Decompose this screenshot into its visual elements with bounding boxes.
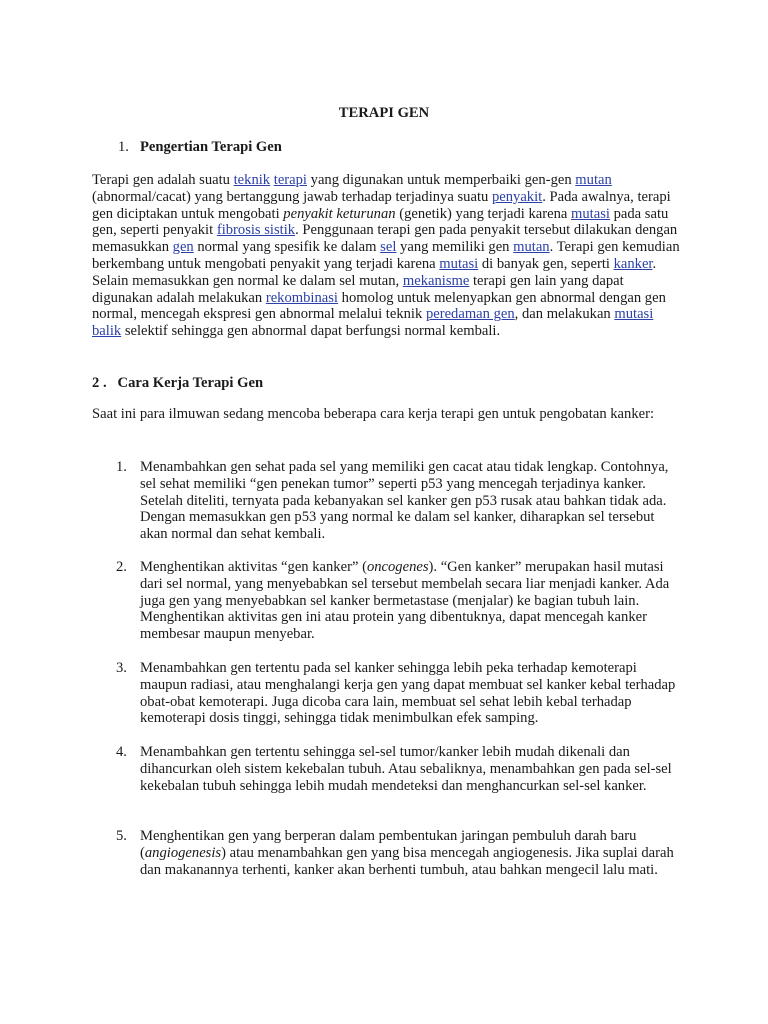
- list-item-text: [140, 744, 680, 794]
- list-item-text: [140, 559, 680, 643]
- italic-term: oncogenes: [366, 559, 429, 575]
- text-run: homolog untuk melenyapkan gen abnormal dengan gen normal, mencegah ekspresi gen abnormal melalui teknik: [92, 289, 666, 323]
- text-run: ) atau menambahkan gen yang bisa mencegah angiogenesis. Jika suplai darah dan makanannya terhenti, kanker akan berhenti tumbuh, atau bahkan mengecil lalu mati.: [140, 844, 674, 878]
- text-run: normal yang spesifik ke dalam: [193, 239, 381, 256]
- text-run: yang digunakan untuk memperbaiki gen-gen: [307, 172, 576, 188]
- hyperlink[interactable]: teknik: [233, 172, 271, 188]
- hyperlink[interactable]: kanker: [613, 255, 653, 272]
- text-run: Menambahkan gen tertentu pada sel kanker sehingga lebih peka terhadap kemoterapi maupun radiasi, atau menghalangi kerja gen yang dapat membuat sel kanker kebal terhadap obat-obat kemoterapi. Juga dicoba cara lain, membuat sel sehat lebih kebal terhadap kemoterapi dosis tinggi, sehingga tidak menimbulkan efek samping.: [140, 660, 676, 727]
- list-item-text: [140, 660, 680, 727]
- hyperlink[interactable]: mutasi: [439, 255, 479, 272]
- text-run: selektif sehingga gen abnormal dapat berfungsi normal kembali.: [121, 323, 501, 340]
- text-run: pada satu gen, seperti penyakit: [92, 205, 669, 239]
- text-run: di banyak gen, seperti: [478, 255, 614, 272]
- hyperlink[interactable]: mekanisme: [402, 272, 470, 289]
- hyperlink[interactable]: sel: [380, 239, 397, 256]
- list-item-number: 4.: [116, 744, 127, 760]
- section1-heading: [118, 139, 282, 156]
- hyperlink[interactable]: mutasi: [571, 205, 610, 222]
- document-title: TERAPI GEN: [338, 105, 430, 121]
- list-item-text: [140, 828, 680, 878]
- hyperlink[interactable]: terapi: [273, 172, 307, 188]
- hyperlink[interactable]: penyakit: [491, 188, 543, 205]
- text-run: Terapi gen adalah suatu: [92, 172, 234, 188]
- hyperlink[interactable]: peredaman gen: [425, 306, 515, 323]
- text-run: Menghentikan gen yang berperan dalam pembentukan jaringan pembuluh darah baru (: [140, 828, 637, 861]
- list-item-number: 1.: [116, 459, 127, 475]
- text-run: Menambahkan gen tertentu sehingga sel-sel tumor/kanker lebih mudah dikenali dan dihancurkan oleh sistem kekebalan tubuh. Atau sebaliknya, menambahkan gen pada sel-sel kekebalan tubuh sehingga lebih mudah mendeteksi dan menghancurkan sel-sel kanker.: [140, 744, 672, 794]
- text-run: yang memiliki gen: [396, 239, 514, 256]
- italic-term: angiogenesis: [144, 844, 222, 861]
- text-run: . Penggunaan terapi gen pada penyakit tersebut dilakukan dengan memasukkan: [92, 222, 678, 256]
- text-run: (genetik) yang terjadi karena: [395, 205, 572, 222]
- text-run: . Terapi gen kemudian berkembang untuk mengobati penyakit yang terjadi karena: [92, 239, 680, 272]
- hyperlink[interactable]: rekombinasi: [265, 289, 338, 306]
- text-run: terapi gen lain yang dapat digunakan adalah melakukan: [92, 272, 624, 306]
- list-item: [92, 459, 680, 543]
- list-item-number: 2.: [116, 559, 127, 575]
- list-item-number: 3.: [116, 660, 127, 676]
- text-run: . Selain memasukkan gen normal ke dalam sel mutan,: [92, 255, 657, 289]
- section1-number: 1.: [118, 139, 129, 155]
- text-run: (abnormal/cacat) yang bertanggung jawab terhadap terjadinya suatu: [92, 188, 492, 205]
- section1-heading-text: Pengertian Terapi Gen: [140, 139, 282, 155]
- text-run: . Pada awalnya, terapi gen diciptakan untuk mengobati: [92, 188, 671, 222]
- section2-heading: 2 . Cara Kerja Terapi Gen: [92, 375, 264, 391]
- text-run: Menghentikan aktivitas “gen kanker” (: [140, 559, 367, 575]
- section1-paragraph: [92, 172, 680, 340]
- section2-intro: Saat ini para ilmuwan sedang mencoba beberapa cara kerja terapi gen untuk pengobatan kanker:: [92, 406, 655, 422]
- text-run: ). “Gen kanker” merupakan hasil mutasi dari sel normal, yang menyebabkan sel tersebut membelah secara liar menjadi kanker. Ada juga gen yang menyebabkan sel kanker bermetastase (menjalar) ke bagian tubuh lain. Menghentikan aktivitas gen ini atau protein yang dibentuknya, dapat mencegah kanker membesar maupun menyebar.: [140, 559, 670, 643]
- text-run: , dan melakukan: [514, 306, 615, 323]
- hyperlink[interactable]: mutan: [575, 172, 612, 188]
- hyperlink[interactable]: fibrosis sistik: [216, 222, 296, 239]
- list-item: [92, 828, 680, 878]
- list-item: [92, 660, 680, 727]
- list-item-text: [140, 459, 680, 543]
- hyperlink[interactable]: gen: [172, 239, 194, 256]
- hyperlink[interactable]: mutan: [513, 239, 550, 256]
- list-item: [92, 559, 680, 643]
- list-item: [92, 744, 680, 794]
- hyperlink[interactable]: mutasi balik: [92, 306, 654, 340]
- list-item-number: 5.: [116, 828, 127, 844]
- italic-term: penyakit keturunan: [283, 205, 396, 222]
- text-run: Menambahkan gen sehat pada sel yang memiliki gen cacat atau tidak lengkap. Contohnya, sel sehat memiliki “gen penekan tumor” seperti p53 yang mencegah terjadinya kanker. Setelah diteliti, ternyata pada kebanyakan sel kanker gen p53 rusak atau bahkan tidak ada. Dengan memasukkan gen p53 yang normal ke dalam sel kanker, diharapkan sel tersebut akan normal dan sehat kembali.: [140, 459, 669, 543]
